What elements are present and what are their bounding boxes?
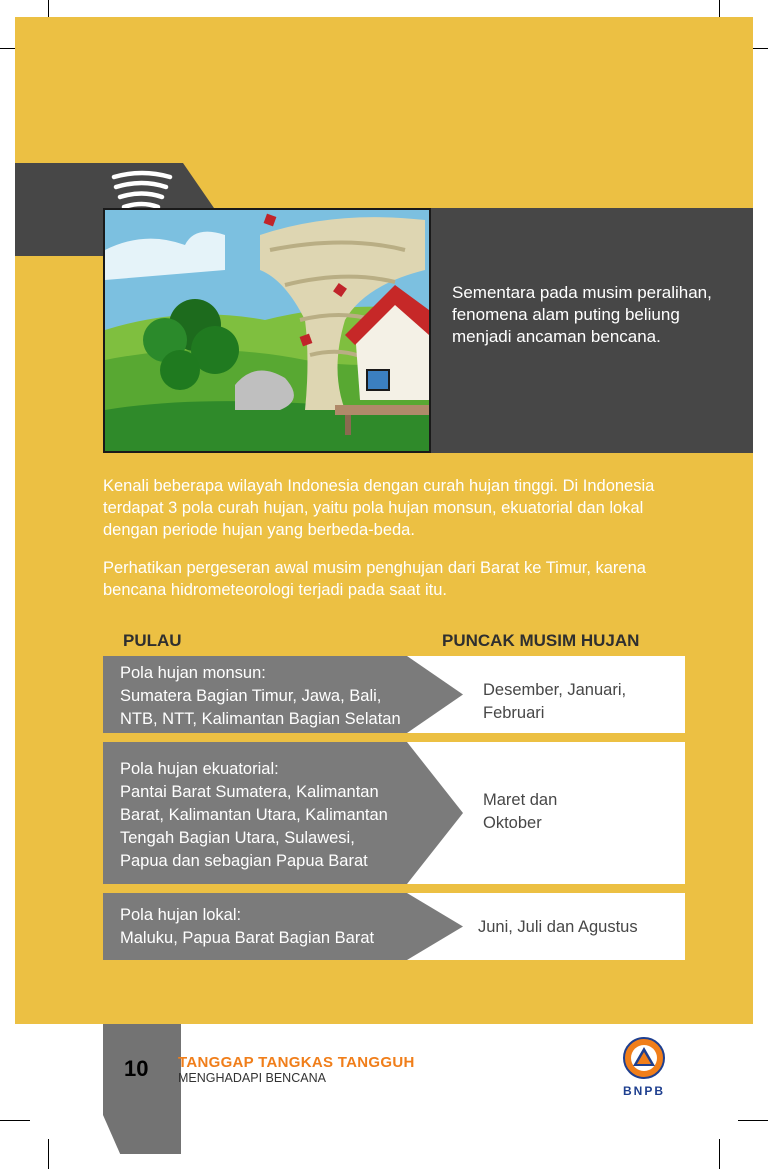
tornado-illustration <box>103 208 431 453</box>
region-line: NTB, NTT, Kalimantan Bagian Selatan <box>120 710 401 728</box>
peak-line: Maret dan <box>483 791 558 809</box>
table-row-region-text <box>120 662 401 731</box>
crop-mark <box>0 1120 30 1121</box>
region-pattern-label: Pola hujan monsun: <box>120 664 266 682</box>
peak-line: Oktober <box>483 814 542 832</box>
intro-text: Sementara pada musim peralihan, fenomena alam puting beliung menjadi ancaman bencana. <box>452 283 712 346</box>
crop-mark <box>48 1139 49 1169</box>
paragraph-intro: Kenali beberapa wilayah Indonesia dengan curah hujan tinggi. Di Indonesia terdapat 3 pola curah hujan, yaitu pola hujan monsun, ekuatorial dan lokal dengan periode hujan yang berbeda-beda. <box>103 477 655 539</box>
table-row-region-text <box>120 758 388 873</box>
table-row-peak-text <box>483 679 626 725</box>
footer-subtitle: MENGHADAPI BENCANA <box>178 1071 326 1085</box>
table-row-region-text <box>120 904 374 950</box>
region-line: Tengah Bagian Utara, Sulawesi, <box>120 829 355 847</box>
region-pattern-label: Pola hujan lokal: <box>120 906 242 924</box>
crop-mark <box>719 1139 720 1169</box>
peak-line: Desember, Januari, <box>483 681 627 699</box>
peak-line: Februari <box>483 704 545 722</box>
column-header-pulau: PULAU <box>123 631 182 650</box>
paragraph-shift: Perhatikan pergeseran awal musim penghujan dari Barat ke Timur, karena bencana hidrometeorologi terjadi pada saat itu. <box>103 559 646 599</box>
logo-text: BNPB <box>622 1084 665 1098</box>
region-line: Papua dan sebagian Papua Barat <box>120 852 368 870</box>
peak-line: Juni, Juli dan Agustus <box>478 918 638 936</box>
bnpb-logo-icon <box>617 1036 671 1080</box>
page-number: 10 <box>124 1056 149 1081</box>
footer-tab <box>103 1024 181 1154</box>
region-line: Pantai Barat Sumatera, Kalimantan <box>120 783 379 801</box>
column-header-puncak: PUNCAK MUSIM HUJAN <box>442 631 640 650</box>
region-line: Maluku, Papua Barat Bagian Barat <box>120 929 375 947</box>
footer-title: TANGGAP TANGKAS TANGGUH <box>178 1054 415 1071</box>
crop-mark <box>738 1120 768 1121</box>
region-line: Barat, Kalimantan Utara, Kalimantan <box>120 806 388 824</box>
region-pattern-label: Pola hujan ekuatorial: <box>120 760 279 778</box>
table-row-peak-text <box>478 916 638 939</box>
region-line: Sumatera Bagian Timur, Jawa, Bali, <box>120 687 382 705</box>
table-row-peak-text <box>483 789 557 835</box>
